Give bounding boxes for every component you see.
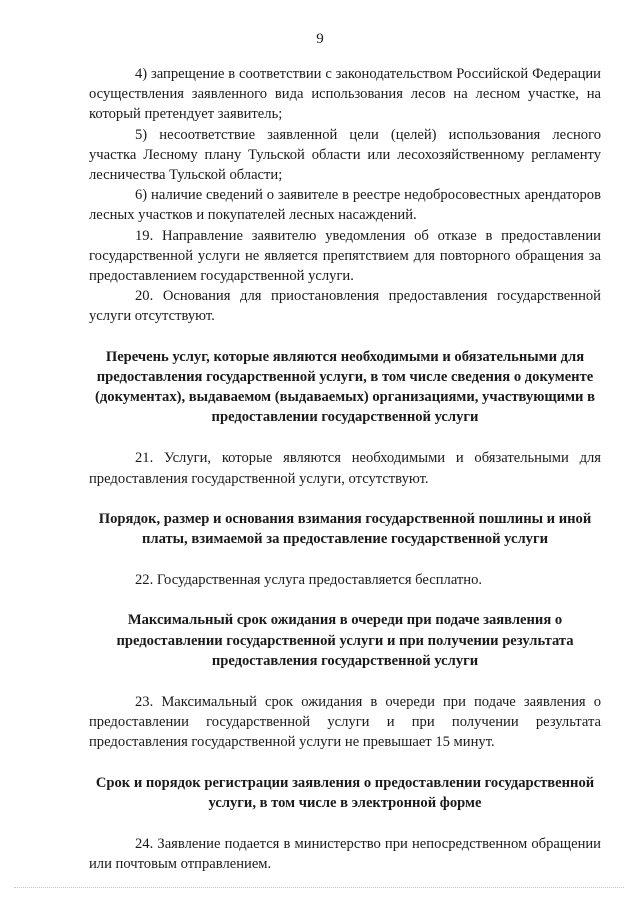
section-heading-required-services: Перечень услуг, которые являются необходимыми и обязательными для предоставления государственной услуги, в том числе сведения о документе (документах), выдаваемом (выдаваемых) организациями, участвующими в предоставлении государственной услуги xyxy=(95,348,595,426)
paragraph-item-4: 4) запрещение в соответствии с законодательством Российской Федерации осуществления заявленного вида использования лесов на лесном участке, на который претендует заявитель; xyxy=(89,66,601,123)
paragraph-20: 20. Основания для приостановления предоставления государственной услуги отсутствуют. xyxy=(89,288,601,325)
section-heading-registration: Срок и порядок регистрации заявления о предоставлении государственной услуги, в том числе в электронной форме xyxy=(95,774,595,811)
section-heading-waiting-time: Максимальный срок ожидания в очереди при подаче заявления о предоставлении государственной услуги и при получении результата предоставления государственной услуги xyxy=(116,612,574,669)
spacer xyxy=(89,753,601,773)
paragraph-23: 23. Максимальный срок ожидания в очереди при подаче заявления о предоставлении государственной услуги и при получении результата предоставления государственной услуги не превышает 15 минут. xyxy=(89,694,601,751)
paragraph-item-5: 5) несоответствие заявленной цели (целей) использования лесного участка Лесному плану Тульской области или лесохозяйственному регламенту лесничества Тульской области; xyxy=(89,126,601,184)
spacer xyxy=(89,489,601,509)
section-heading-fees: Порядок, размер и основания взимания государственной пошлины и иной платы, взимаемой за предоставление государственной услуги xyxy=(98,510,592,548)
paragraph-24: 24. Заявление подается в министерство при непосредственном обращении или почтовым отправлением. xyxy=(89,836,601,873)
document-body xyxy=(89,64,601,875)
page-number: 9 xyxy=(316,31,324,47)
scan-footer-line xyxy=(14,887,624,888)
spacer xyxy=(89,549,601,570)
spacer xyxy=(89,427,601,448)
paragraph-21: 21. Услуги, которые являются необходимыми и обязательными для предоставления государственной услуги, отсутствуют. xyxy=(89,450,601,487)
spacer xyxy=(89,671,601,692)
paragraph-19: 19. Направление заявителю уведомления об отказе в предоставлении государственной услуги не является препятствием для повторного обращения за предоставлением государственной услуги. xyxy=(89,227,601,285)
spacer xyxy=(89,813,601,834)
spacer xyxy=(89,590,601,610)
spacer xyxy=(89,327,601,347)
paragraph-22: 22. Государственная услуга предоставляется бесплатно. xyxy=(135,572,483,589)
paragraph-item-6: 6) наличие сведений о заявителе в реестре недобросовестных арендаторов лесных участков и покупателей лесных насаждений. xyxy=(89,187,601,224)
